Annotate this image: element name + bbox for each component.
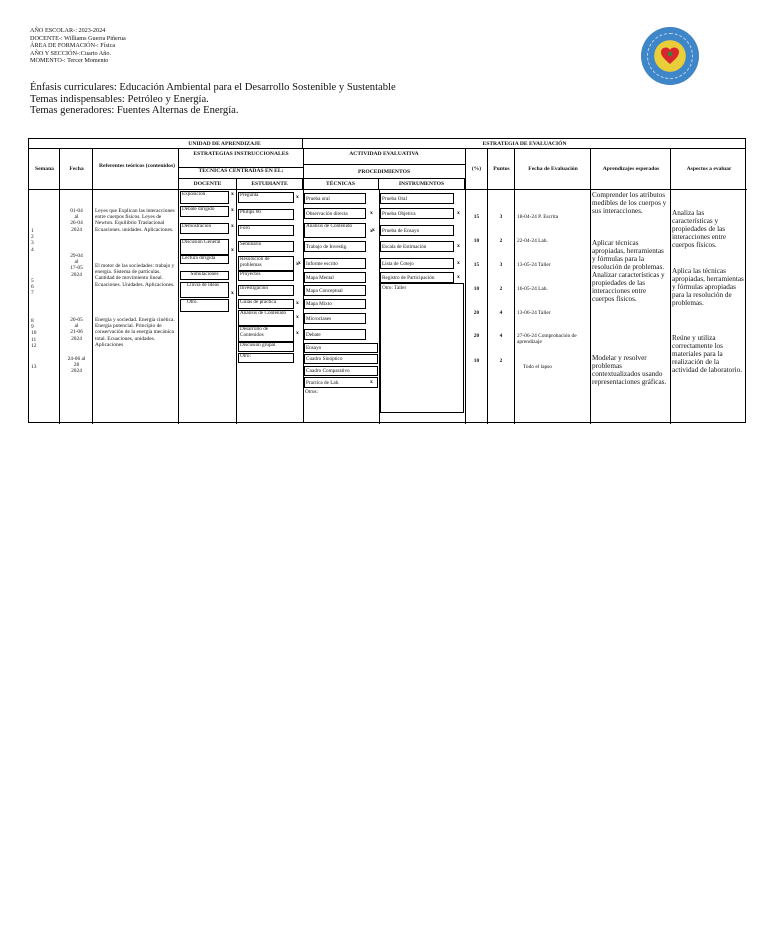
planning-table (28, 138, 746, 423)
week-number: 10 (31, 330, 37, 337)
check-mark: x (231, 191, 234, 197)
tecnica-item: Otros: (305, 389, 318, 395)
estudiante-item: Desarrollo de Contenidos (238, 326, 294, 342)
tecnica-item: Prueba oral (304, 193, 366, 204)
tecnicas-header: TÉCNICAS (303, 179, 379, 190)
aspecto-paragraph: Aplica las técnicas apropiadas, herramientas y fórmulas apropiadas para la resolución de problemas. (672, 267, 744, 307)
instrumento-item: Prueba de Ensayo (380, 225, 454, 236)
semana-header: Semana (35, 166, 54, 172)
instrumentos-header: INSTRUMENTOS (379, 179, 465, 190)
header-line: MOMENTO-: Tercer Momento (30, 57, 109, 65)
emphasis-line: Énfasis curriculares: Educación Ambiental para el Desarrollo Sostenible y Sustentable (30, 82, 396, 93)
eval-date: 27-06-24 Comprobación de aprendizaje (517, 333, 577, 346)
week-numbers-b (31, 278, 34, 297)
header-line: AÑO Y SECCIÓN-:Cuarto Año. (30, 49, 112, 57)
tecnicas-centradas-header: TECNICAS CENTRADAS EN EL: (179, 168, 303, 179)
school-logo (641, 27, 699, 85)
date-range-2: 29-04 al 17-05 2024 (70, 253, 83, 278)
week-number: 12 (31, 342, 37, 349)
estudiante-item: Pregunta (238, 192, 294, 203)
check-mark: x (296, 261, 299, 267)
referentes-header: Referentes teóricos (contenidos) (99, 163, 176, 169)
check-mark: x (298, 260, 301, 266)
check-mark: x (370, 379, 373, 385)
emphasis-line: Temas indispensables: Petróleo y Energía. (30, 93, 209, 105)
check-mark: x (231, 290, 234, 296)
check-mark: x (457, 243, 460, 249)
check-mark: x (296, 330, 299, 336)
curricular-emphasis (30, 82, 396, 117)
docente-item: Debate dirigido (180, 206, 229, 217)
estudiante-item: Análisis de Contenido (238, 310, 294, 326)
check-mark: x (457, 274, 460, 280)
week-number: 8 (31, 318, 34, 324)
tecnica-item: Microclases (304, 313, 366, 324)
pct-header: (%) (471, 166, 482, 172)
instrumento-item: Prueba Oral (380, 193, 454, 204)
tecnica-item: Análisis de Contenido (304, 223, 366, 238)
week-number: 1 (31, 228, 34, 234)
heart-icon (659, 45, 681, 67)
week-numbers-a (31, 228, 34, 253)
estrategia-eval-header: ESTRATEGIA DE EVALUACIÓN (303, 139, 746, 149)
eval-pts: 3 (499, 214, 503, 220)
estudiante-item: Investigación (238, 285, 294, 296)
check-mark: x (457, 260, 460, 266)
aprendizajes-header: Aprendizajes esperados (602, 166, 660, 172)
emphasis-line: Temas generadores: Fuentes Alternas de Energía. (30, 105, 239, 117)
check-mark: x (231, 207, 234, 213)
date-range-1: 01-04 al 26-04 2024 (70, 208, 83, 233)
week-number: 13 (31, 364, 37, 370)
eval-date: 13-06-24 Taller (517, 310, 551, 316)
aprendizaje-paragraph: Aplicar técnicas apropiadas, herramientas y fórmulas para la resolución de problemas. Analizar características y propiedades de las interacciones entre cuerpos físicos. (592, 239, 665, 303)
eval-pts: 3 (499, 262, 503, 268)
week-number: 7 (31, 290, 34, 297)
docente-item: Demostración (180, 223, 229, 234)
check-mark: x (231, 247, 234, 253)
eval-date: 13-05-24 Taller (517, 262, 551, 268)
tecnica-item: Practica de Lab. (304, 377, 378, 388)
eval-pct: 10 (473, 238, 480, 244)
eval-pct: 15 (473, 262, 480, 268)
tecnica-item: Mapa Mental (304, 272, 366, 283)
estudiante-item: Discusión grupal (238, 342, 294, 352)
check-mark: x (370, 228, 373, 234)
week-numbers-c (31, 318, 36, 349)
week-number: 3 (31, 240, 34, 247)
check-mark: x (296, 194, 299, 200)
check-mark: x (457, 210, 460, 216)
estudiante-item: Guías de práctica (238, 299, 294, 309)
week-number: 11 (31, 336, 37, 343)
docente-item: Lluvia de Ideas (180, 282, 229, 298)
instrumento-item: Escala de Estimación (380, 241, 454, 252)
week-number: 4 (31, 246, 34, 253)
check-mark: x (372, 227, 375, 233)
tecnica-item: Mapa Conceptual (304, 285, 366, 296)
check-mark: x (231, 223, 234, 229)
tecnica-item: Mapa Mixto (304, 299, 366, 309)
check-mark: x (296, 300, 299, 306)
week-number: 2 (31, 234, 34, 241)
procedimientos-header: PROCEDIMIENTOS (303, 165, 465, 179)
tecnica-item: Trabajo de Investig. (304, 241, 366, 252)
eval-date: 18-04-24 P. Escrita (517, 214, 559, 220)
date-range-4: 24-06 al 28 2024 (67, 356, 86, 375)
week-number: 9 (31, 324, 34, 331)
docente-item: Lectura dirigida (180, 255, 229, 264)
eval-date: 16-05-24 Lab. (517, 286, 548, 292)
estudiante-item: Proyectos (238, 271, 294, 281)
fecha-header: Fecha (69, 166, 84, 172)
aspecto-paragraph: Analiza las características y propiedades de las interacciones entre cuerpos físicos. (672, 209, 727, 249)
estudiante-item: Otro: (238, 353, 294, 363)
contenido-block: El motor de las sociedades: trabajo y energía. Sistema de partículas. Cantidad de movimiento lineal. Ecuaciones. Unidades. Aplicaciones. (95, 263, 175, 288)
docente-item: Discusión General (180, 239, 229, 255)
eval-pct: 10 (473, 358, 480, 364)
docente-item: Otro. (180, 299, 229, 312)
aspecto-paragraph: Reúne y utiliza correctamente los materiales para la realización de la actividad de laboratorio. (672, 334, 743, 374)
tecnica-item: Ensayo (304, 343, 378, 353)
eval-pct: 10 (473, 286, 480, 292)
header-line: ÁREA DE FORMACIÓN-: Física (30, 42, 116, 50)
week-number: 6 (31, 284, 34, 291)
eval-pct: 20 (473, 310, 480, 316)
header-line: AÑO ESCOLAR-: 2023-2024 (30, 27, 106, 34)
puntos-header: Puntos (493, 166, 510, 172)
document-header (30, 27, 126, 65)
instrumento-item: Registro de Participación (380, 272, 454, 283)
eval-date: 22-04-24 Lab. (517, 238, 548, 244)
week-number: 5 (31, 278, 34, 284)
estudiante-item: Foro (238, 225, 294, 236)
tecnica-item: Cuadro Comparativo (304, 366, 378, 376)
eval-pts: 2 (499, 286, 503, 292)
contenido-block: Energía y sociedad. Energía cinética. Energía potencial. Principio de conservación de la energía mecánica total. Ecuaciones, unidades. Aplicaciones (95, 317, 175, 348)
eval-pts: 4 (499, 333, 503, 339)
header-line: DOCENTE-: Williams Guerra Piñerua (30, 34, 126, 42)
tecnica-item: Informe escrito (304, 258, 366, 269)
docente-item: Simulaciones (180, 271, 229, 280)
check-mark: x (370, 210, 373, 216)
estudiante-item: Resolución de problemas (238, 256, 294, 271)
instrumento-item: Lista de Cotejo (380, 258, 454, 269)
eval-date: Todo el lapso (523, 364, 552, 370)
docente-header: DOCENTE (179, 179, 237, 190)
estrategias-header: ESTRATEGIAS INSTRUCCIONALES (179, 151, 303, 168)
fecha-eval-header: Fecha de Evaluación (528, 166, 578, 172)
aspectos-header: Aspectos a evaluar (686, 166, 732, 172)
estudiante-item: Seminario (238, 241, 294, 252)
docente-item: Exposición (180, 191, 229, 204)
aprendizaje-paragraph: Comprender los atributos medibles de los cuerpos y sus interacciones. (592, 191, 667, 215)
eval-pts: 4 (499, 310, 503, 316)
instrumento-item: Prueba Objetiva (380, 208, 454, 219)
date-range-3: 20-05 al 21-06 2024 (70, 317, 83, 342)
actividad-header: ACTIVIDAD EVALUATIVA (303, 151, 465, 165)
eval-pct: 20 (473, 333, 480, 339)
eval-pts: 2 (499, 358, 503, 364)
tecnica-item: Debate (304, 329, 366, 340)
tecnica-item: Cuadro Sinóptico (304, 354, 378, 364)
estudiante-header: ESTUDIANTE (237, 179, 303, 190)
check-mark: x (296, 314, 299, 320)
instrumento-item: Otro: Taller (380, 283, 464, 413)
aprendizaje-paragraph: Modelar y resolver problemas contextualizados usando representaciones gráficas. (592, 354, 667, 386)
estudiante-item: Philips 66 (238, 209, 294, 220)
unidad-header: UNIDAD DE APRENDIZAJE (147, 139, 303, 149)
eval-pts: 2 (499, 238, 503, 244)
contenido-block: Leyes que Explican las interacciones entre cuerpos físicos. Leyes de Newton. Equilibrio Traslacional Ecuaciones. unidades. Aplicaciones. (95, 208, 175, 233)
tecnica-item: Observación directa (304, 208, 366, 219)
eval-pct: 15 (473, 214, 480, 220)
